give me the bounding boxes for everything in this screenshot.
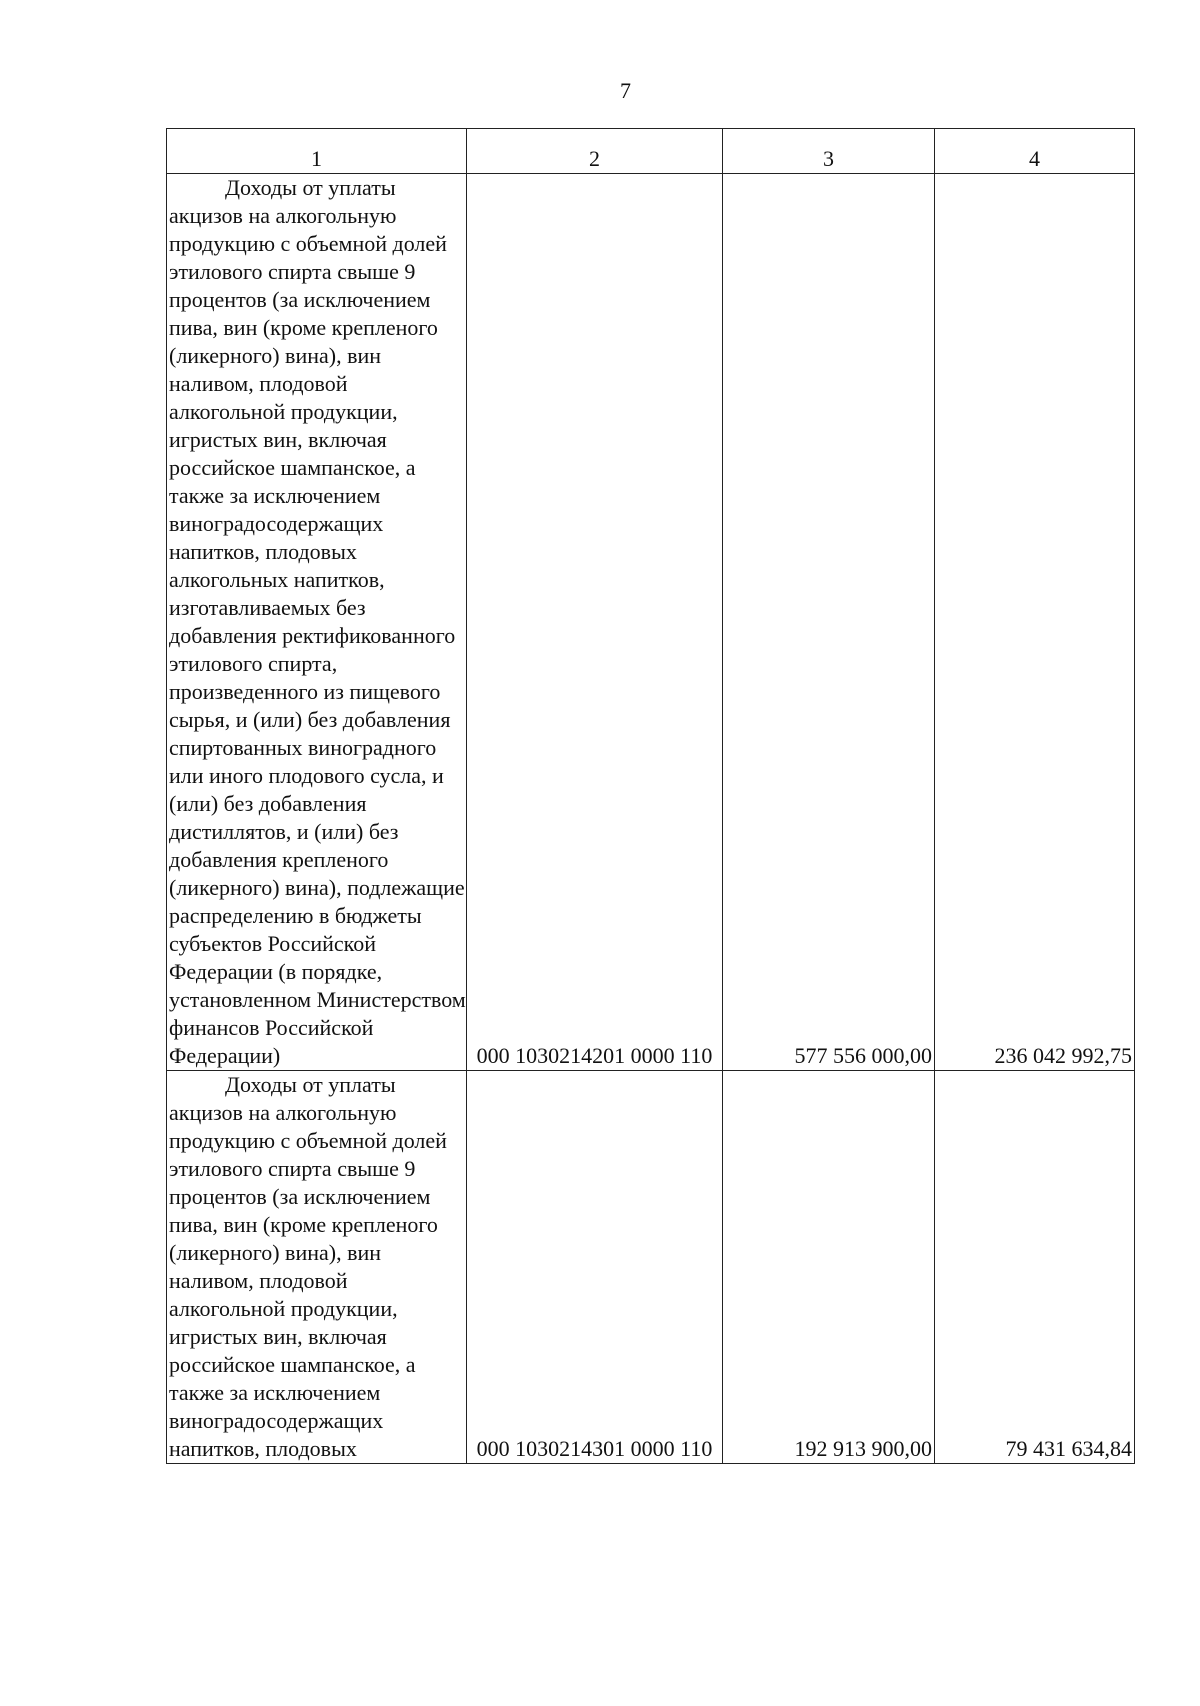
row-plan-amount: 192 913 900,00 (723, 1071, 935, 1464)
table-row (167, 174, 1135, 1071)
header-cell-4: 4 (935, 129, 1135, 174)
budget-table (166, 128, 1135, 1464)
row-actual-amount: 79 431 634,84 (935, 1071, 1135, 1464)
row-description-text: Доходы от уплаты акцизов на алкогольную продукцию с объемной долей этилового спирта свыше 9 процентов (за исключением пива, вин (кроме крепленого (ликерного) вина), вин наливом, плодовой алкогольной продукции, игристых вин, включая российское шампанское, а также за исключением виноградосодержащих напитков, плодовых алкогольных напитков, изготавливаемых без добавления ректификованного этилового спирта, произведенного из пищевого сырья, и (или) без добавления спиртованных виноградного или иного плодового сусла, и (или) без добавления дистиллятов, и (или) без добавления крепленого (ликерного) вина), подлежащие распределению в бюджеты субъектов Российской Федерации (в порядке, установленном Министерством финансов Российской Федерации) (169, 175, 466, 1068)
row-plan-amount: 577 556 000,00 (723, 174, 935, 1071)
row-code: 000 1030214301 0000 110 (467, 1071, 723, 1464)
row-code: 000 1030214201 0000 110 (467, 174, 723, 1071)
header-cell-1: 1 (167, 129, 467, 174)
header-cell-3: 3 (723, 129, 935, 174)
row-description-text: Доходы от уплаты акцизов на алкогольную продукцию с объемной долей этилового спирта свыше 9 процентов (за исключением пива, вин (кроме крепленого (ликерного) вина), вин наливом, плодовой алкогольной продукции, игристых вин, включая российское шампанское, а также за исключением виноградосодержащих напитков, плодовых (169, 1072, 447, 1461)
row-description (167, 1071, 467, 1464)
table-row (167, 1071, 1135, 1464)
row-description (167, 174, 467, 1071)
row-actual-amount: 236 042 992,75 (935, 174, 1135, 1071)
header-cell-2: 2 (467, 129, 723, 174)
table-header-row (167, 129, 1135, 174)
page-number: 7 (620, 78, 631, 103)
